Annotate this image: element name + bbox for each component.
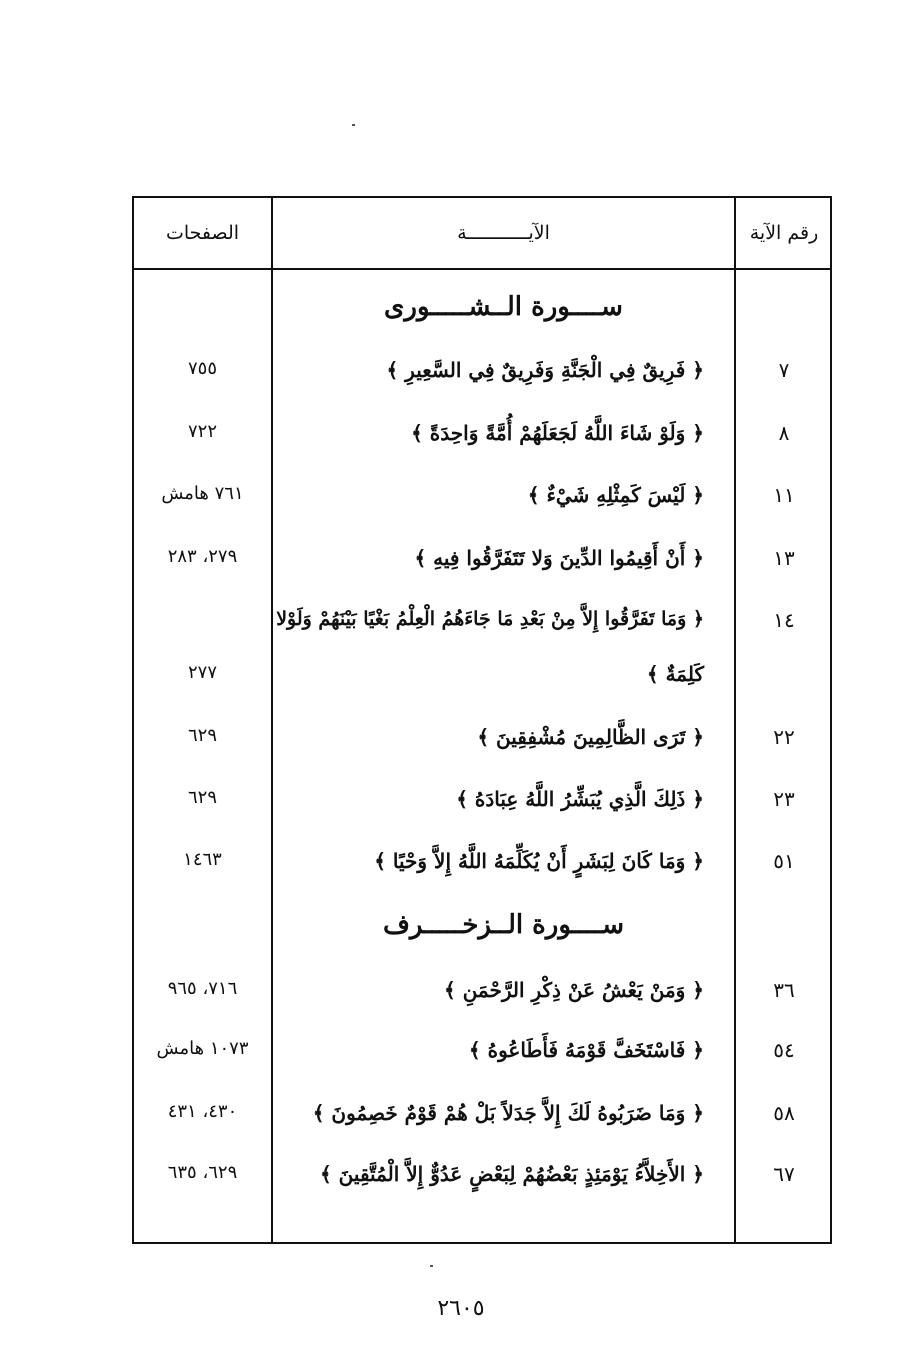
scan-speck xyxy=(352,124,355,126)
verse-text: ﴿ وَمَا كَانَ لِبَشَرٍ أَنْ يُكَلِّمَهُ اللَّهُ إِلاَّ وَحْيًا ﴾ xyxy=(374,849,704,873)
table-row xyxy=(134,608,830,648)
verse-number: ٣٦ xyxy=(773,978,795,1002)
verse-number: ٥٤ xyxy=(773,1038,795,1062)
header-verse-number: رقم الآية xyxy=(749,222,819,244)
verse-text: ﴿ أَنْ أَقِيمُوا الدِّينَ وَلا تَتَفَرَّقُوا فِيهِ ﴾ xyxy=(414,546,704,570)
column-divider xyxy=(734,198,736,1242)
verse-number: ٢٣ xyxy=(773,787,795,811)
verse-number: ١٤ xyxy=(773,608,795,632)
verse-text: ﴿ فَاسْتَخَفَّ قَوْمَهُ فَأَطَاعُوهُ ﴾ xyxy=(468,1038,704,1062)
verse-number: ١٣ xyxy=(773,546,795,570)
verse-text: ﴿ لَيْسَ كَمِثْلِهِ شَيْءٌ ﴾ xyxy=(527,483,704,507)
surah-heading: ســــورة الــزخـــــرف xyxy=(382,910,625,940)
table-row xyxy=(134,421,830,461)
page-refs: ١٤٦٣ xyxy=(183,849,222,870)
page-refs: ١٠٧٣ هامش xyxy=(156,1038,249,1059)
page-refs: ٦٢٩ xyxy=(187,787,217,808)
scan-speck xyxy=(430,1265,433,1267)
verse-text: ﴿ وَلَوْ شَاءَ اللَّهُ لَجَعَلَهُمْ أُمَّةً وَاحِدَةً ﴾ xyxy=(411,421,704,445)
verse-number: ٥١ xyxy=(773,849,795,873)
table-row xyxy=(134,1162,830,1202)
table-row xyxy=(134,483,830,523)
page-refs: ٧٥٥ xyxy=(187,358,217,379)
verse-text: ﴿ فَرِيقٌ فِي الْجَنَّةِ وَفَرِيقٌ فِي السَّعِيرِ ﴾ xyxy=(386,358,704,382)
page-refs: ٧٢٢ xyxy=(187,421,217,442)
index-table xyxy=(132,196,832,1244)
surah-heading: ســــورة الــشـــــورى xyxy=(384,292,623,322)
verse-text: ﴿ وَمَا ضَرَبُوهُ لَكَ إِلاَّ جَدَلاً بَلْ هُمْ قَوْمٌ خَصِمُونَ ﴾ xyxy=(312,1101,704,1125)
header-divider xyxy=(134,268,830,270)
column-divider xyxy=(271,198,273,1242)
table-row xyxy=(134,725,830,765)
verse-text: ﴿ وَمَنْ يَعْشُ عَنْ ذِكْرِ الرَّحْمَنِ ﴾ xyxy=(444,978,704,1002)
verse-number: ٦٧ xyxy=(773,1162,795,1186)
table-row xyxy=(134,546,830,586)
verse-text: ﴿ الأَخِلاَّءُ يَوْمَئِذٍ بَعْضُهُمْ لِبَعْضٍ عَدُوٌّ إِلاَّ الْمُتَّقِينَ ﴾ xyxy=(320,1162,704,1186)
verse-text: ﴿ ذَلِكَ الَّذِي يُبَشِّرُ اللَّهُ عِبَادَهُ ﴾ xyxy=(456,787,704,811)
page-refs: ٧١٦، ٩٦٥ xyxy=(167,978,238,999)
page-number: ٢٦٠٥ xyxy=(437,1296,485,1321)
table-row xyxy=(134,849,830,889)
verse-number: ٧ xyxy=(778,358,790,382)
verse-number: ٨ xyxy=(778,421,790,445)
header-pages: الصفحات xyxy=(165,222,240,244)
page-refs: ٧٦١ هامش xyxy=(161,483,244,504)
table-row xyxy=(134,1038,830,1078)
table-row xyxy=(134,787,830,827)
verse-text: ﴿ تَرَى الظَّالِمِينَ مُشْفِقِينَ ﴾ xyxy=(477,725,704,749)
header-verse: الآيـــــــــــة xyxy=(457,222,550,244)
page-refs: ٤٣٠، ٤٣١ xyxy=(167,1101,238,1122)
page-refs: ٢٧٧ xyxy=(187,662,217,683)
verse-text: ﴿ وَمَا تَفَرَّقُوا إِلاَّ مِنْ بَعْدِ مَا جَاءَهُمُ الْعِلْمُ بَغْيًا بَيْنَهُمْ وَلَوْلا xyxy=(276,608,704,630)
page-refs: ٦٢٩، ٦٣٥ xyxy=(167,1162,238,1183)
verse-number: ٥٨ xyxy=(773,1101,795,1125)
table-row xyxy=(134,978,830,1018)
verse-number: ٢٢ xyxy=(773,725,795,749)
table-row xyxy=(134,1101,830,1141)
page-refs: ٦٢٩ xyxy=(187,725,217,746)
table-row xyxy=(134,662,830,702)
page-refs: ٢٧٩، ٢٨٣ xyxy=(167,546,238,567)
table-row xyxy=(134,358,830,398)
verse-number: ١١ xyxy=(773,483,795,507)
verse-text: كَلِمَةٌ ﴾ xyxy=(646,662,704,686)
